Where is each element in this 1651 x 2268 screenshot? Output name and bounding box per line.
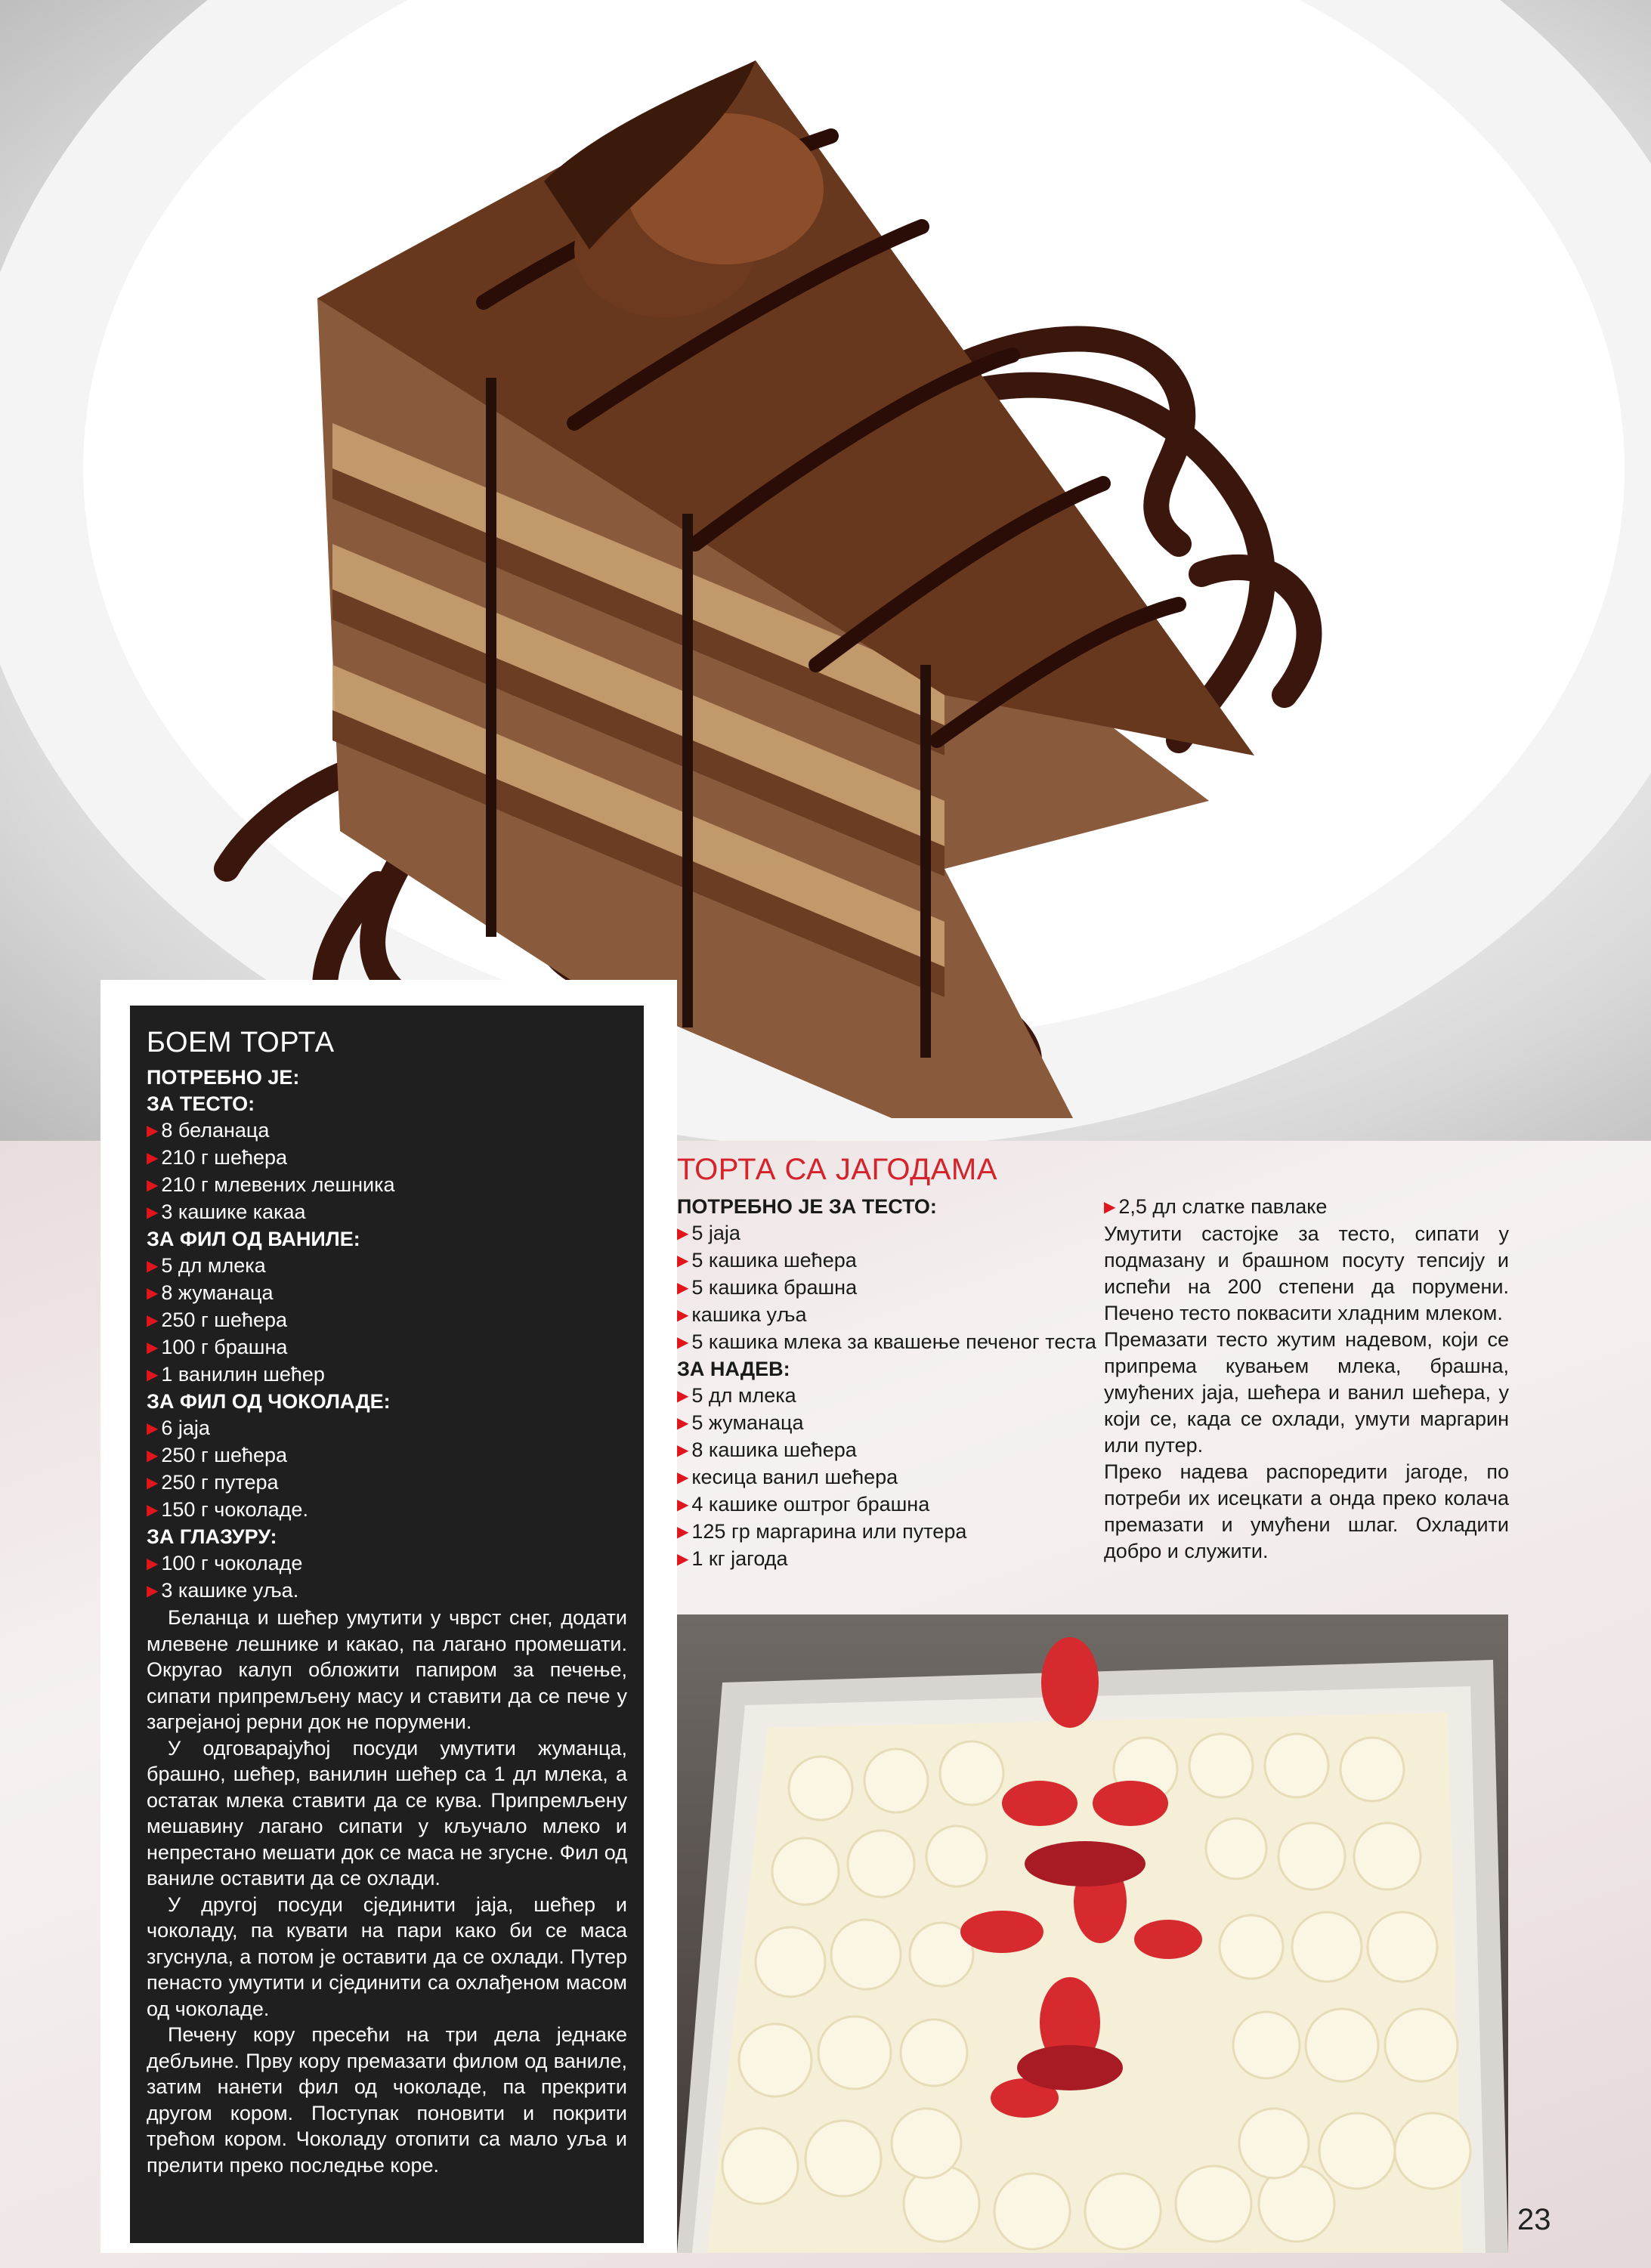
boem-instructions-paragraph: Беланца и шећер умутити у чврст снег, додати млевене лешнике и какао, па лагано промешати. Округао калуп обложити папиром за печење, сипати припремљену масу и ставити да се пече у загрејаној рерни док не порумени. [147,1606,627,1733]
ingredient-item: ▶ 4 кашике оштрог брашна [677,1493,930,1516]
strawberry-ingredients-column [677,1194,1100,1573]
ingredient-item: ▶ кесица ванил шећера [677,1466,898,1488]
ingredient-item: ▶ 125 гр маргарина или путера [677,1520,967,1543]
boem-instructions-paragraph: У другој посуди сјединити јаја, шећер и чоколаду, па кувати на пари како би се маса згуснула, а потом је оставити да се охлади. Путер пенасто умутити и сјединити са охлађеном масом од чоколаде. [147,1893,627,2020]
bullet-icon: ▶ [147,1556,159,1572]
ingredient-item: ▶ 150 г чоколаде. [147,1498,308,1521]
bullet-icon: ▶ [147,1123,159,1139]
strawberry-title: ТОРТА СА ЈАГОДАМА [677,1153,997,1186]
bullet-icon: ▶ [147,1502,159,1519]
strawberry-instructions-column [1104,1194,1509,1565]
ingredient-item: ▶ 5 кашика брашна [677,1276,858,1299]
ingredient-item: ▶ кашика уља [677,1303,807,1326]
bullet-icon: ▶ [677,1469,689,1486]
ingredient-item: ▶ 5 дл млека [677,1384,796,1407]
ingredient-item: ▶ 100 г брашна [147,1336,288,1358]
strawberry-instructions-paragraph: Преко надева распоредити јагоде, по потреби их исецкати а онда преко колача премазати и умућени шлаг. Охладити добро и служити. [1104,1460,1509,1562]
bullet-icon: ▶ [147,1258,159,1275]
ingredient-item: ▶ 250 г шећера [147,1309,288,1331]
ingredient-item: ▶ 1 кг јагода [677,1547,788,1570]
bullet-icon: ▶ [677,1280,689,1296]
boem-title: БОЕМ ТОРТА [147,1027,335,1058]
ingredient-item: ▶ 210 г млевених лешника [147,1173,395,1196]
ingredient-item: ▶ 5 дл млека [147,1254,266,1277]
boem-needed-header: ПОТРЕБНО ЈЕ: [147,1066,300,1089]
bullet-icon: ▶ [677,1524,689,1540]
ingredient-item: ▶ 6 јаја [147,1417,210,1439]
ingredient-item: ▶ 5 жуманаца [677,1411,804,1434]
ingredient-item: ▶ 2,5 дл слатке павлаке [1104,1195,1328,1218]
bullet-icon: ▶ [147,1150,159,1166]
boem-glaze-header: ЗА ГЛАЗУРУ: [147,1525,277,1548]
bullet-icon: ▶ [147,1285,159,1302]
bullet-icon: ▶ [677,1442,689,1459]
ingredient-item: ▶ 8 беланаца [147,1119,270,1142]
strawberry-instructions-paragraph: Премазати тесто жутим надевом, који се припрема кувањем млека, брашна, умућених јаја, шећера и ванил шећера, у који се, када се охлади, умути маргарин или путер. [1104,1328,1509,1457]
bullet-icon: ▶ [677,1334,689,1351]
ingredient-item: ▶ 3 кашике уља. [147,1579,299,1602]
bullet-icon: ▶ [147,1475,159,1491]
strawberry-instructions-paragraph: Умутити састојке за тесто, сипати у подмазану и брашном посуту тепсију и испећи на 200 степени да порумени. Печено тесто поквасити хладним млеком. [1104,1222,1509,1324]
bullet-icon: ▶ [147,1312,159,1329]
boem-recipe-panel [130,1006,644,2243]
boem-dough-header: ЗА ТЕСТО: [147,1092,255,1115]
page-number: 23 [1517,2203,1551,2236]
strawberry-cake-photo [677,1614,1508,2253]
strawberry-filling-header: ЗА НАДЕВ: [677,1358,790,1380]
ingredient-item: ▶ 3 кашике какаа [147,1200,306,1223]
boem-instructions-paragraph: У одговарајућој посуди умутити жуманца, брашно, шећер, ванилин шећер са 1 дл млека, а остатак млека ставити да се кува. Припремљену мешавину лагано сипати у кључало млеко и непрестано мешати док се маса не згусне. Фил од ваниле оставити да се охлади. [147,1736,627,1889]
bullet-icon: ▶ [1104,1199,1116,1216]
bullet-icon: ▶ [147,1204,159,1221]
ingredient-item: ▶ 100 г чоколаде [147,1552,303,1574]
ingredient-item: ▶ 5 јаја [677,1222,740,1244]
boem-vanilla-header: ЗА ФИЛ ОД ВАНИЛЕ: [147,1228,360,1250]
bullet-icon: ▶ [147,1583,159,1599]
bullet-icon: ▶ [677,1253,689,1269]
bullet-icon: ▶ [147,1339,159,1356]
boem-choc-header: ЗА ФИЛ ОД ЧОКОЛАДЕ: [147,1390,391,1413]
bullet-icon: ▶ [677,1225,689,1242]
ingredient-item: ▶ 250 г путера [147,1471,279,1494]
boem-instructions-paragraph: Печену кору пресећи на три дела једнаке дебљине. Прву кору премазати филом од ваниле, затим нанети фил од чоколаде, па прекрити другом кором. Поступак поновити и покрити трећом кором. Чоколаду отопити са мало уља и прелити преко последње коре. [147,2023,627,2177]
bullet-icon: ▶ [677,1497,689,1513]
ingredient-item: ▶ 210 г шећера [147,1146,288,1169]
bullet-icon: ▶ [147,1367,159,1383]
ingredient-item: ▶ 8 жуманаца [147,1281,274,1304]
ingredient-item: ▶ 5 кашика шећера [677,1249,857,1272]
bullet-icon: ▶ [147,1420,159,1437]
bullet-icon: ▶ [677,1551,689,1568]
ingredient-item: ▶ 8 кашика шећера [677,1438,857,1461]
strawberry-dough-header: ПОТРЕБНО ЈЕ ЗА ТЕСТО: [677,1195,937,1218]
ingredient-item: ▶ 250 г шећера [147,1444,288,1466]
ingredient-item: ▶ 1 ванилин шећер [147,1363,325,1386]
bullet-icon: ▶ [677,1307,689,1324]
bullet-icon: ▶ [147,1448,159,1464]
bullet-icon: ▶ [677,1415,689,1432]
ingredient-item: ▶ 5 кашика млека за квашење печеног теста [677,1330,1096,1353]
bullet-icon: ▶ [147,1177,159,1194]
bullet-icon: ▶ [677,1388,689,1404]
